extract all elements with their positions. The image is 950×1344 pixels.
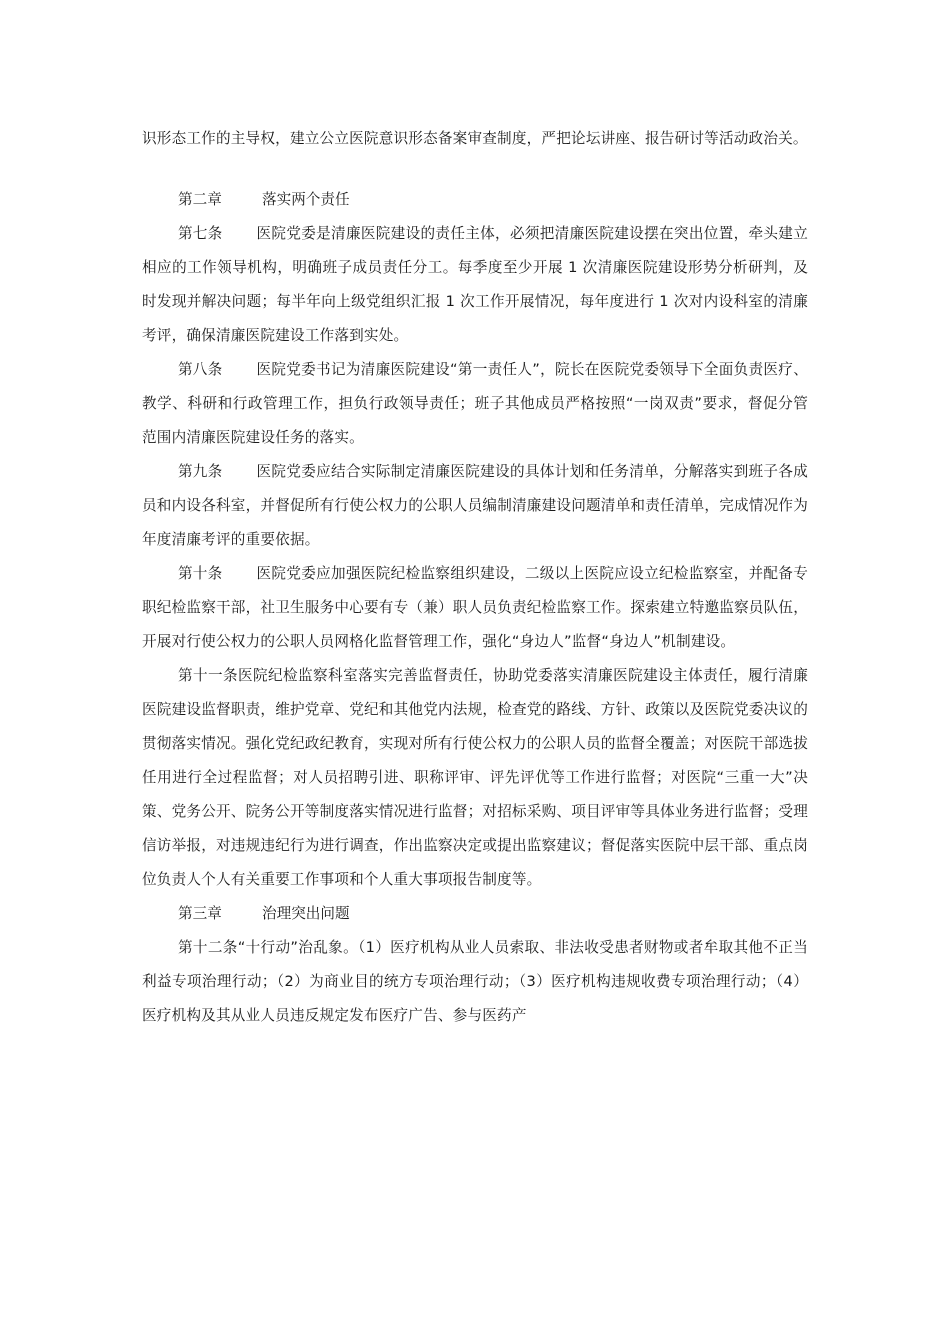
article-text: 医院纪检监察科室落实完善监督责任，协助党委落实清廉医院建设主体责任，履行清廉医院建设监督职责，维护党章、党纪和其他党内法规，检查党的路线、方针、政策以及医院党委决议的贯彻落实情况。强化党纪政纪教育，实现对所有行使公权力的公职人员的监督全覆盖；对医院干部选拔任用进行全过程监督；对人员招聘引进、职称评审、评先评优等工作进行监督；对医院“三重一大”决策、党务公开、院务公开等制度落实情况进行监督；对招标采购、项目评审等具体业务进行监督；受理信访举报，对违规违纪行为进行调查，作出监察决定或提出监察建议；督促落实医院中层干部、重点岗位负责人个人有关重要工作事项和个人重大事项报告制度等。 bbox=[142, 667, 808, 888]
article-text: 医院党委书记为清廉医院建设“第一责任人”，院长在医院党委领导下全面负责医疗、教学、科研和行政管理工作，担负行政领导责任；班子其他成员严格按照“一岗双责”要求，督促分管范围内清廉医院建设任务的落实。 bbox=[142, 361, 808, 446]
chapter-heading-2 bbox=[142, 183, 808, 217]
chapter-number: 第三章 bbox=[178, 905, 222, 922]
document-body bbox=[142, 122, 808, 1033]
article-label: 第八条 bbox=[178, 361, 223, 378]
article-text: 医院党委应结合实际制定清廉医院建设的具体计划和任务清单，分解落实到班子各成员和内设各科室，并督促所有行使公权力的公职人员编制清廉建设问题清单和责任清单，完成情况作为年度清廉考评的重要依据。 bbox=[142, 463, 808, 548]
article-label: 第十二条 bbox=[178, 939, 238, 956]
article-12 bbox=[142, 931, 808, 1033]
article-label: 第九条 bbox=[178, 463, 223, 480]
article-7 bbox=[142, 217, 808, 353]
article-text: 医院党委是清廉医院建设的责任主体，必须把清廉医院建设摆在突出位置，牵头建立相应的工作领导机构，明确班子成员责任分工。每季度至少开展 1 次清廉医院建设形势分析研判，及时发现并解决问题；每半年向上级党组织汇报 1 次工作开展情况，每年度进行 1 次对内设科室的清廉考评，确保清廉医院建设工作落到实处。 bbox=[142, 225, 808, 344]
article-text: 医院党委应加强医院纪检监察组织建设，二级以上医院应设立纪检监察室，并配备专职纪检监察干部，社卫生服务中心要有专（兼）职人员负责纪检监察工作。探索建立特邀监察员队伍，开展对行使公权力的公职人员网格化监督管理工作，强化“身边人”监督“身边人”机制建设。 bbox=[142, 565, 808, 650]
chapter-heading-3 bbox=[142, 897, 808, 931]
article-label: 第十一条 bbox=[178, 667, 239, 684]
section-gap bbox=[142, 156, 808, 183]
article-text: “十行动”治乱象。（1）医疗机构从业人员索取、非法收受患者财物或者牟取其他不正当利益专项治理行动；（2）为商业目的统方专项治理行动；（3）医疗机构违规收费专项治理行动；（4）医疗机构及其从业人员违反规定发布医疗广告、参与医药产 bbox=[142, 939, 808, 1024]
chapter-title: 落实两个责任 bbox=[262, 191, 350, 208]
intro-paragraph: 识形态工作的主导权，建立公立医院意识形态备案审查制度，严把论坛讲座、报告研讨等活动政治关。 bbox=[142, 130, 808, 147]
article-9 bbox=[142, 455, 808, 557]
chapter-title: 治理突出问题 bbox=[262, 905, 350, 922]
article-11 bbox=[142, 659, 808, 897]
article-label: 第七条 bbox=[178, 225, 223, 242]
article-8 bbox=[142, 353, 808, 455]
article-label: 第十条 bbox=[178, 565, 223, 582]
article-10 bbox=[142, 557, 808, 659]
chapter-number: 第二章 bbox=[178, 191, 222, 208]
